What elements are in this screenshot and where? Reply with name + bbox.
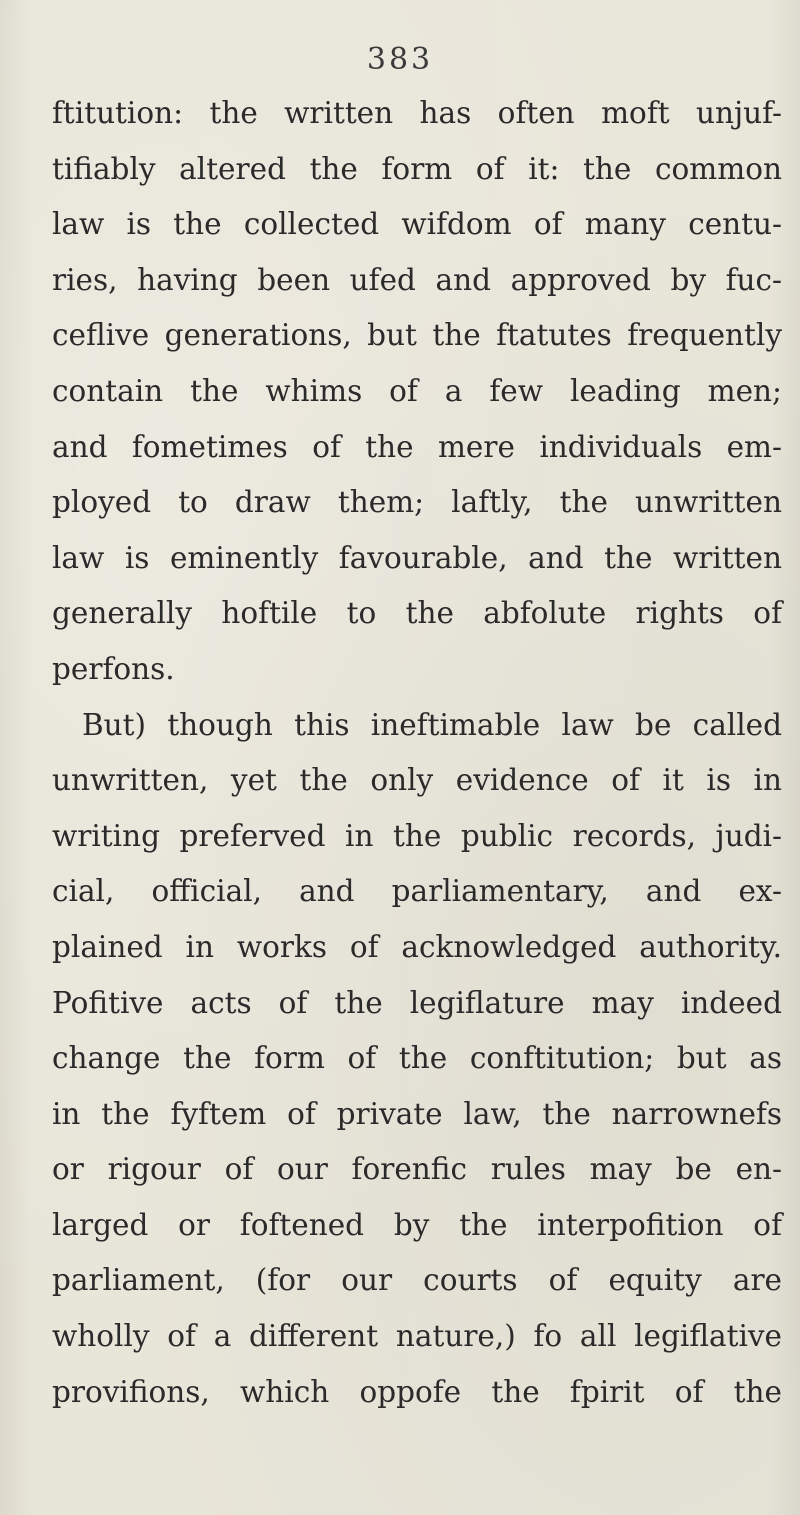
text-line: parliament, (for our courts of equity are [52, 1263, 782, 1298]
text-line: provifions, which oppofe the fpirit of the [52, 1374, 782, 1409]
text-line: ceflive generations, but the ftatutes frequently [52, 318, 782, 353]
text-line: generally hoftile to the abfolute rights of [52, 596, 782, 631]
text-line: ftitution: the written has often moft unjuf- [52, 96, 782, 130]
text-line: and fometimes of the mere individuals em- [52, 429, 782, 464]
body-text [52, 86, 782, 1420]
text-line: writing preferved in the public records, judi- [52, 818, 782, 853]
text-line: in the fyftem of private law, the narrownefs [52, 1096, 782, 1131]
text-line: law is eminently favourable, and the written [52, 540, 782, 575]
text-line: ries, having been ufed and approved by fuc- [52, 262, 782, 297]
text-line: plained in works of acknowledged authority. [52, 929, 782, 964]
text-line: change the form of the conftitution; but as [52, 1041, 782, 1076]
paragraph-start-line: But) though this ineftimable law be called [82, 707, 782, 742]
text-line: unwritten, yet the only evidence of it is in [52, 763, 782, 798]
paragraph-end-line: perfons. [52, 651, 175, 686]
text-line: Pofitive acts of the legiflature may indeed [52, 985, 782, 1020]
text-line: cial, official, and parliamentary, and ex- [52, 874, 782, 909]
text-line: wholly of a different nature,) fo all legiflative [52, 1319, 782, 1354]
text-line: law is the collected wifdom of many centu- [52, 207, 782, 242]
text-line: tifiably altered the form of it: the common [52, 151, 782, 186]
text-line: or rigour of our forenfic rules may be en- [52, 1152, 782, 1187]
text-line: contain the whims of a few leading men; [52, 373, 782, 408]
text-line: ployed to draw them; laftly, the unwritten [52, 485, 782, 520]
text-line: larged or foftened by the interpofition of [52, 1207, 782, 1242]
page-number: 383 [366, 42, 434, 77]
